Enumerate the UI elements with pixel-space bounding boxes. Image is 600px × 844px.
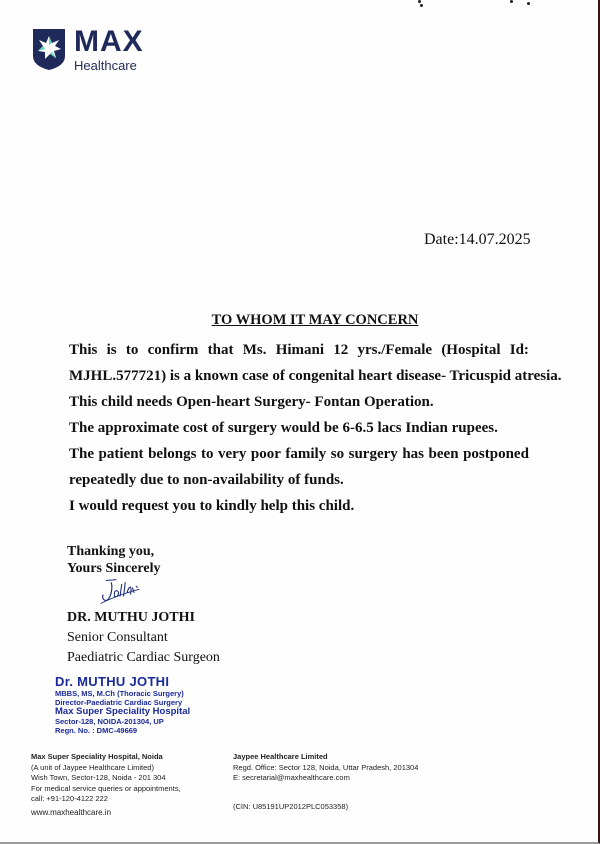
paragraph-line [69,441,529,467]
paragraph-surgery: This child needs Open-heart Surgery- Fontan Operation. [69,394,434,410]
letter-date: Date:14.07.2025 [424,231,531,248]
signer-title: Senior Consultant [67,630,168,645]
footer-email: E: secretarial@maxhealthcare.com [233,773,350,782]
word: that [207,342,234,358]
footer-company-name: Jaypee Healthcare Limited [233,752,328,761]
footer-website: www.maxhealthcare.in [31,807,112,817]
stamp-hospital: Max Super Speciality Hospital [55,706,191,717]
signer-department: Paediatric Cardiac Surgeon [67,650,220,665]
word: has [402,446,424,462]
paragraph-diagnosis [69,337,562,389]
handwritten-signature [96,577,144,607]
word: to [125,342,139,358]
word: poor [250,446,281,462]
footer-phone: call: +91-120-4122 222 [31,794,108,803]
word: This [69,342,98,358]
word: patient [98,446,144,462]
star-shield-icon [32,28,66,71]
letter-body [69,337,562,519]
scan-speck [527,2,530,5]
letter-heading: TO WHOM IT MAY CONCERN [211,312,419,328]
signer-name: DR. MUTHU JOTHI [67,610,195,625]
footer-registered-office: Regd. Office: Sector 128, Noida, Uttar Pradesh, 201304 [233,762,419,772]
paragraph-line: repeatedly due to non-availability of funds. [69,472,344,488]
signer-block [67,608,220,668]
word: (Hospital [441,342,501,358]
word: family [285,446,327,462]
word: surgery [348,446,398,462]
word: 12 [333,342,349,358]
scan-speck [420,4,423,7]
word: Ms. [242,342,267,358]
word: been [428,446,459,462]
logo-brand: MAX [74,25,144,58]
word: belongs [148,446,197,462]
word: postponed [463,446,529,462]
footer-company-info [233,752,418,812]
footer-hospital-info [31,752,181,818]
paragraph-line: MJHL.577721) is a known case of congenital heart disease- Tricuspid atresia. [69,368,562,384]
paragraph-cost: The approximate cost of surgery would be 6-6.5 lacs Indian rupees. [69,420,498,436]
closing [67,543,160,577]
logo-subtitle: Healthcare [74,58,137,73]
paragraph-request: I would request you to kindly help this child. [69,498,355,514]
scan-speck [418,0,421,3]
doctor-stamp [55,675,190,735]
word: Id: [509,342,529,358]
scan-speck [510,0,513,3]
word: The [69,446,95,462]
word: so [330,446,345,462]
footer-unit: (A unit of Jaypee Healthcare Limited) [31,762,154,772]
stamp-name: Dr. MUTHU JOTHI [55,674,170,689]
word: confirm [147,342,199,358]
stamp-role: Director-Paediatric Cardiac Surgery [55,698,183,707]
word: to [200,446,214,462]
scan-specks [0,0,600,8]
paragraph-line [69,337,529,363]
word: very [218,446,247,462]
stamp-qualifications: MBBS, MS, M.Ch (Thoracic Surgery) [55,689,184,698]
word: yrs./Female [357,342,433,358]
footer-hospital-name: Max Super Speciality Hospital, Noida [31,752,163,761]
stamp-address: Sector-128, NOIDA-201304, UP [55,717,164,726]
paragraph-funds [69,441,529,493]
closing-sincerely: Yours Sincerely [67,561,161,576]
word: Himani [275,342,325,358]
footer-cin: (CIN: U85191UP2012PLC053358) [233,801,349,811]
word: is [106,342,117,358]
max-healthcare-logo [32,25,144,73]
stamp-registration: Regn. No. : DMC-49669 [55,726,138,735]
closing-thanks: Thanking you, [67,544,155,559]
footer-queries: For medical service queries or appointments, [31,783,181,793]
footer-address: Wish Town, Sector-128, Noida - 201 304 [31,773,166,782]
